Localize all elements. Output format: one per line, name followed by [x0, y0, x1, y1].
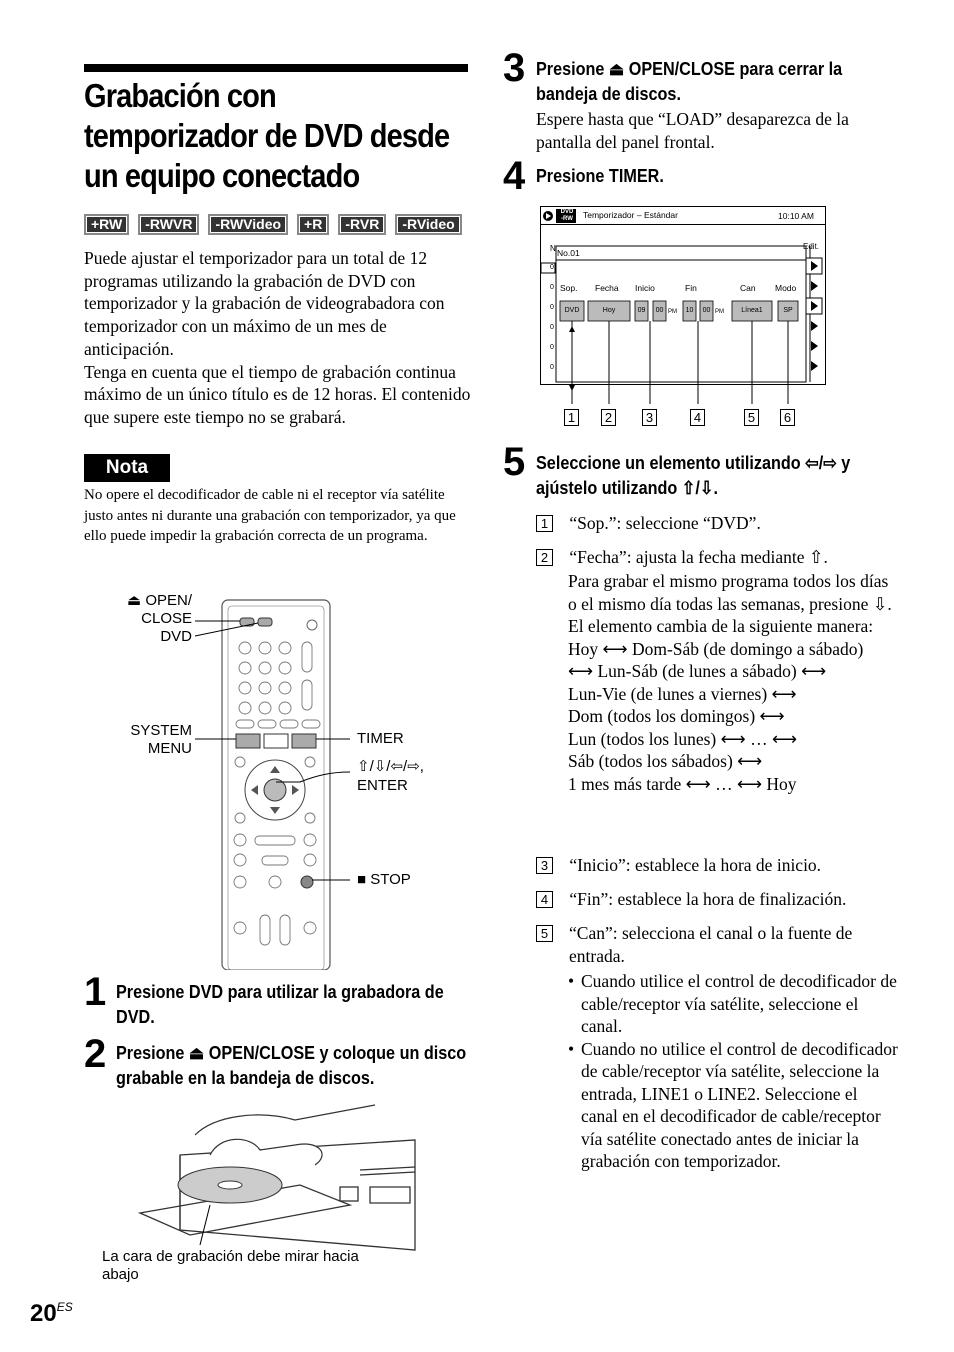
value-fecha: Hoy	[602, 307, 616, 314]
step5-item-2-num: 2	[536, 549, 553, 566]
step5-item-4: 4 “Fin”: establece la hora de finalización.	[536, 888, 906, 911]
step-5-number: 5	[503, 440, 526, 484]
callout-2: 2	[601, 409, 616, 426]
svg-text:0: 0	[550, 284, 554, 291]
timer-screen	[540, 206, 826, 431]
step5-item-2: 2 “Fecha”: ajusta la fecha mediante ⇧.	[536, 546, 906, 569]
intro-paragraph-1: Puede ajustar el temporizador para un total de 12 programas utilizando la grabación de DVD con temporizador y la grabación de videograbadora con temporizador con un máximo de un mes de anticipación.	[84, 248, 445, 359]
badge-plus-rw: +RW	[84, 214, 129, 235]
callout-4: 4	[690, 409, 705, 426]
step5-item-5-num: 5	[536, 925, 553, 942]
step-1-heading: Presione DVD para utilizar la grabadora de DVD.	[116, 982, 444, 1027]
remote-label-timer: TIMER	[357, 730, 404, 747]
step5-item-4-num: 4	[536, 891, 553, 908]
svg-text:0: 0	[550, 264, 554, 271]
badge-r-vr: -RVR	[338, 214, 386, 235]
remote-control-illustration	[100, 590, 480, 970]
remote-label-system-menu: SYSTEM MENU	[130, 722, 192, 757]
intro	[84, 247, 474, 429]
step5-item-1-num: 1	[536, 515, 553, 532]
timer-screen-title: Temporizador – Estándar	[583, 210, 678, 220]
step-3-number: 3	[503, 46, 526, 90]
step-2-number: 2	[84, 1032, 107, 1076]
step-3-heading: Presione ⏏ OPEN/CLOSE para cerrar la bandeja de discos.	[536, 59, 843, 104]
program-number: No.01	[557, 248, 580, 258]
value-inicio-ampm: PM	[668, 309, 677, 315]
badge-rw-video: -RWVideo	[208, 214, 288, 235]
header-fin: Fin	[685, 283, 697, 293]
remote-label-enter: ENTER	[357, 777, 408, 794]
svg-text:0: 0	[550, 364, 554, 371]
title-line-2: temporizador de DVD desde	[84, 117, 450, 154]
page-title	[84, 76, 450, 196]
value-fin-hour: 10	[685, 307, 694, 314]
title-line-3: un equipo conectado	[84, 157, 360, 194]
header-sop: Sop.	[560, 283, 578, 293]
step-3-text: Espere hasta que “LOAD” desaparezca de la pantalla del panel frontal.	[536, 109, 849, 152]
callout-6: 6	[780, 409, 795, 426]
bullet-item: • Cuando utilice el control de decodificador de cable/receptor vía satélite, seleccione el canal.	[568, 971, 897, 1036]
badge-r-video: -RVideo	[395, 214, 461, 235]
value-inicio-hour: 09	[637, 307, 646, 314]
step5-item-1: 1 “Sop.”: seleccione “DVD”.	[536, 512, 906, 535]
value-modo: SP	[783, 307, 793, 314]
intro-paragraph-2: Tenga en cuenta que el tiempo de grabación continua máximo de un único título es de 12 horas. El contenido que supere este tiempo no se grabará.	[84, 361, 471, 427]
note-label: Nota	[84, 454, 170, 482]
badge-rw-vr: -RWVR	[138, 214, 199, 235]
remote-label-arrows: ⇧/⇩/⇦/⇨,	[357, 758, 424, 775]
disc-tray-illustration	[120, 1095, 430, 1255]
svg-text:0: 0	[550, 344, 554, 351]
header-fecha: Fecha	[595, 283, 619, 293]
edit-label: Edit.	[803, 242, 820, 251]
date-cycle-line: Lun-Vie (de lunes a viernes) ⟷	[568, 683, 797, 704]
date-cycle-line: Hoy ⟷ Dom-Sáb (de domingo a sábado)	[568, 638, 864, 659]
date-cycle-line: Lun (todos los lunes) ⟷ … ⟷	[568, 728, 798, 749]
timer-screen-frame	[540, 206, 826, 431]
disc-caption: La cara de grabación debe mirar hacia abajo	[102, 1248, 359, 1283]
step5-item-2-detail: Para grabar el mismo programa todos los días o el mismo día todas las semanas, presione ⇩. El elemento cambia de la siguiente manera: Hoy ⟷ Dom-Sáb (de domingo a sábado) ⟷ Lun-Sáb (de lunes a sábado) ⟷ Lun-Vie (de lunes a viernes) ⟷ Dom (todos los domingos) ⟷ Lun (todos los lunes) ⟷ … ⟷ Sáb (todos los sábados) ⟷ 1 mes más tarde ⟷ … ⟷ Hoy	[568, 570, 898, 795]
step-2-heading: Presione ⏏ OPEN/CLOSE y coloque un disco grabable en la bandeja de discos.	[116, 1043, 467, 1088]
date-cycle-line: 1 mes más tarde ⟷ … ⟷ Hoy	[568, 773, 797, 794]
callout-1: 1	[564, 409, 579, 426]
step5-item-3: 3 “Inicio”: establece la hora de inicio.	[536, 854, 906, 877]
date-cycle-line: Sáb (todos los sábados) ⟷	[568, 751, 763, 771]
header-can: Can	[740, 283, 756, 293]
step5-item-3-num: 3	[536, 857, 553, 874]
title-line-1: Grabación con	[84, 77, 276, 114]
bullet-item: • Cuando no utilice el control de decodificador de cable/receptor vía satélite, seleccione la entrada, LINE1 o LINE2. Seleccione el canal en el decodificador de cable/receptor vía satélite conectado antes de iniciar la grabación con temporizador.	[568, 1038, 898, 1171]
step-4-heading: Presione TIMER.	[536, 166, 664, 186]
step5-item-5: 5 “Can”: selecciona el canal o la fuente de entrada.	[536, 922, 906, 967]
dvd-rw-icon: DVD -RW	[560, 209, 574, 222]
badge-plus-r: +R	[297, 214, 329, 235]
svg-text:0: 0	[550, 324, 554, 331]
value-can: Línea1	[741, 307, 763, 314]
remote-label-open-close: ⏏ OPEN/ CLOSE	[126, 592, 192, 627]
value-inicio-minute: 00	[655, 307, 664, 314]
value-fin-ampm: PM	[715, 309, 724, 315]
step-1-number: 1	[84, 970, 107, 1014]
remote-label-stop: ■ STOP	[357, 871, 411, 888]
callout-3: 3	[642, 409, 657, 426]
step5-item-5-bullets	[568, 970, 898, 1173]
svg-text:N: N	[550, 244, 556, 253]
note-text: No opere el decodificador de cable ni el receptor vía satélite justo antes ni durante una grabación con temporizador, ya que ello puede impedir la grabación correcta de un programa.	[84, 487, 456, 544]
disc-format-badges	[84, 214, 462, 235]
svg-text:0: 0	[550, 304, 554, 311]
header-inicio: Inicio	[635, 283, 655, 293]
value-fin-minute: 00	[702, 307, 711, 314]
remote-label-dvd: DVD	[160, 628, 192, 645]
date-cycle	[568, 638, 898, 796]
date-cycle-line: Dom (todos los domingos) ⟷	[568, 706, 785, 726]
step-4-number: 4	[503, 154, 526, 198]
date-cycle-line: ⟷ Lun-Sáb (de lunes a sábado) ⟷	[568, 661, 827, 681]
timer-screen-clock: 10:10 AM	[778, 211, 814, 221]
step-5-heading: Seleccione un elemento utilizando ⇦/⇨ y ajústelo utilizando ⇧/⇩.	[536, 453, 851, 498]
title-rule	[84, 64, 468, 72]
header-modo: Modo	[775, 283, 797, 293]
page-number: $20^{ES}$	[30, 1300, 73, 1327]
value-sop: DVD	[564, 307, 580, 314]
callout-5: 5	[744, 409, 759, 426]
